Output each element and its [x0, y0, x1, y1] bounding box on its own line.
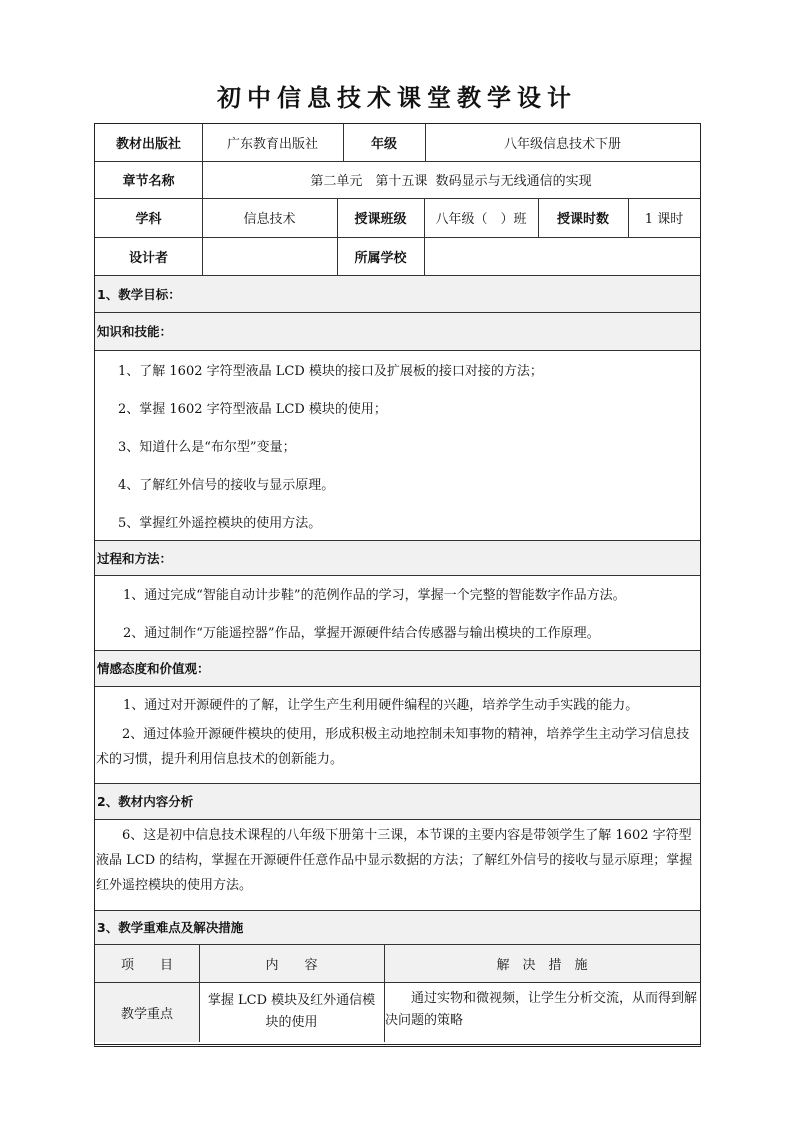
chapter-value: 第二单元 第十五课 数码显示与无线通信的实现	[310, 174, 592, 189]
analysis-heading: 2、教材内容分析	[97, 794, 194, 809]
designer-label: 设计者	[128, 250, 168, 266]
column-header-item: 项 目	[120, 957, 173, 973]
hours-label: 授课时数	[556, 212, 609, 227]
process-item-1: 1、通过完成“智能自动计步鞋”的范例作品的学习，掌握一个完整的智能数字作品方法。	[123, 588, 626, 603]
emotion-item-2: 2、通过体验开源硬件模块的使用，形成积极主动地控制未知事物的精神，培养学生主动学习信息技术的习惯，提升利用信息技术的创新能力。	[96, 727, 690, 767]
process-item-2: 2、通过制作“万能遥控器”作品，掌握开源硬件结合传感器与输出模块的工作原理。	[123, 625, 600, 641]
knowledge-item-1: 1、了解 1602 字符型液晶 LCD 模块的接口及扩展板的接口对接的方法；	[118, 363, 543, 379]
lesson-plan-table	[94, 123, 701, 1047]
emotion-heading: 情感态度和价值观：	[97, 661, 210, 676]
publisher-value: 广东教育出版社	[226, 137, 318, 152]
grade-value: 八年级信息技术下册	[503, 137, 621, 152]
class-label: 授课班级	[354, 212, 407, 227]
subject-label: 学科	[135, 212, 162, 227]
school-value	[424, 237, 700, 275]
grade-label: 年级	[370, 137, 397, 152]
publisher-label: 教材出版社	[115, 137, 181, 152]
hours-value: 1 课时	[644, 212, 684, 227]
subject-value: 信息技术	[243, 212, 296, 227]
class-value: 八年级（ ）班	[435, 212, 527, 227]
column-header-content: 内 容	[265, 957, 318, 973]
knowledge-heading: 知识和技能：	[97, 324, 173, 339]
column-header-measure: 解 决 措 施	[496, 957, 588, 973]
knowledge-item-2: 2、掌握 1602 字符型液晶 LCD 模块的使用；	[118, 401, 387, 417]
school-label: 所属学校	[354, 250, 407, 266]
knowledge-item-3: 3、知道什么是“布尔型”变量；	[118, 439, 296, 455]
objectives-heading: 1、教学目标：	[97, 286, 181, 302]
analysis-text: 6、这是初中信息技术课程的八年级下册第十三课，本节课的主要内容是带领学生了解 1602 字符型液晶 LCD 的结构，掌握在开源硬件任意作品中显示数据的方法；了解红外信号的接收与显示原理；掌握红外遥控模块的使用方法。	[96, 828, 693, 893]
page-title: 初中信息技术课堂教学设计	[217, 84, 577, 112]
emotion-item-1: 1、通过对开源硬件的了解，让学生产生利用硬件编程的兴趣，培养学生动手实践的能力。	[123, 698, 639, 713]
key-points-heading: 3、教学重难点及解决措施	[97, 920, 244, 935]
process-heading: 过程和方法：	[97, 550, 173, 566]
designer-value	[202, 237, 337, 275]
knowledge-item-4: 4、了解红外信号的接收与显示原理。	[118, 477, 335, 493]
knowledge-item-5: 5、掌握红外遥控模块的使用方法。	[118, 515, 322, 531]
chapter-label: 章节名称	[122, 174, 175, 189]
key-point-content: 掌握 LCD 模块及红外通信模块的使用	[207, 993, 376, 1030]
key-point-measure: 通过实物和微视频，让学生分析交流，从而得到解决问题的策略	[385, 991, 698, 1028]
key-point-item: 教学重点	[120, 1006, 173, 1022]
